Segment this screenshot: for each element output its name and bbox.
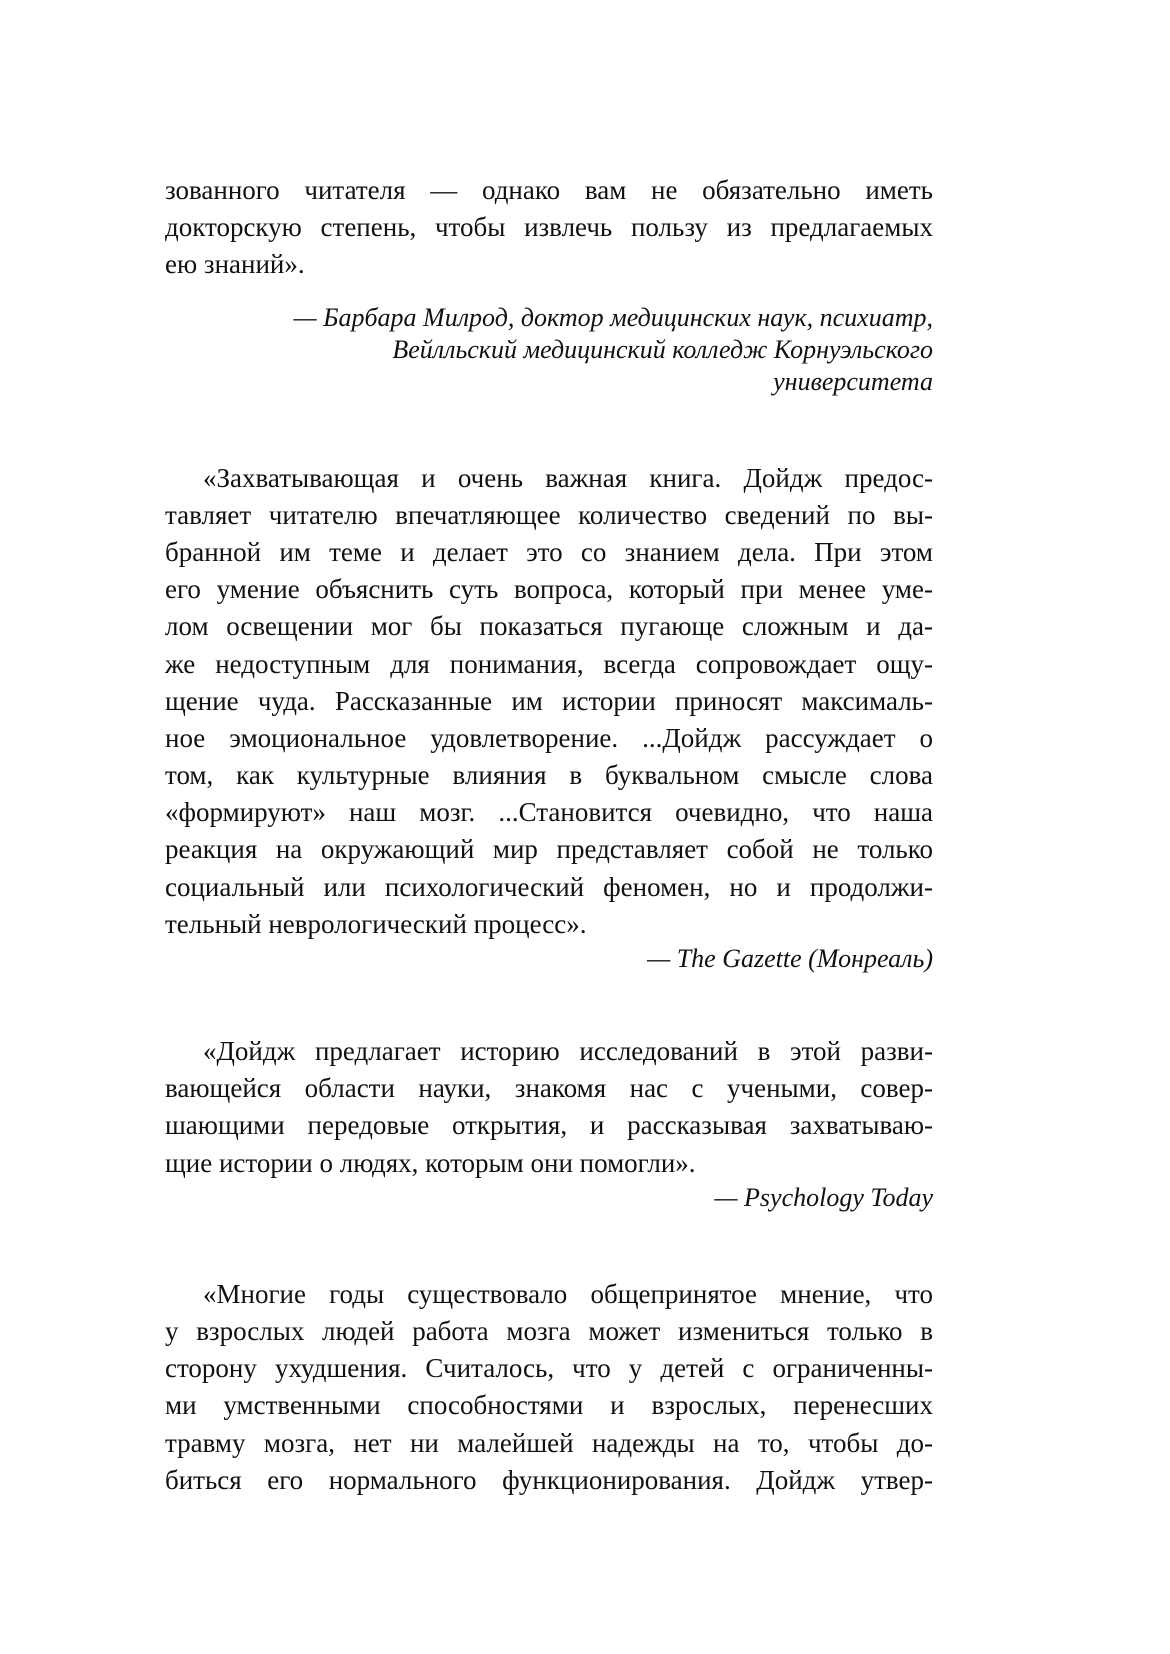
text-line: ное эмоциональное удовлетворение. ...Дойдж рассуждает о [165, 722, 933, 753]
text-line: же недоступным для понимания, всегда сопровождает ощу- [165, 648, 933, 679]
text-line: социальный или психологический феномен, но и продолжи- [165, 871, 933, 902]
text-line: докторскую степень, чтобы извлечь пользу из предлагаемых [165, 212, 933, 243]
text-line: у взрослых людей работа мозга может измениться только в [165, 1315, 933, 1346]
text-line: сторону ухудшения. Считалось, что у детей с ограниченны- [165, 1353, 933, 1384]
quote-gazette [165, 460, 933, 975]
text-line: ею знаний». [165, 249, 305, 280]
text-line: биться его нормального функционирования. Дойдж утвер- [165, 1464, 933, 1495]
text-line: тельный неврологический процесс». [165, 908, 587, 939]
text-line: щение чуда. Рассказанные им истории приносят максималь- [165, 685, 933, 716]
text-line: лом освещении мог бы показаться пугающе сложным и да- [165, 611, 933, 642]
text-line: ми умственными способностями и взрослых, перенесших [165, 1390, 933, 1421]
text-line: «формируют» наш мозг. ...Становится очевидно, что наша [165, 797, 933, 828]
text-line: его умение объяснить суть вопроса, который при менее уме- [165, 574, 933, 605]
text-line: тавляет читателю впечатляющее количество сведений по вы- [165, 499, 933, 530]
attribution-line: университета [773, 366, 933, 396]
quote-adult-brain [165, 1276, 933, 1499]
text-line: щие истории о людях, которым они помогли». [165, 1147, 696, 1178]
attribution-line: — Барбара Милрод, доктор медицинских наук, психиатр, [293, 302, 933, 332]
quote-milrod [165, 172, 933, 398]
text-line: «Захватывающая и очень важная книга. Дойдж предос- [203, 462, 933, 493]
book-page [165, 172, 933, 1499]
attribution-line: — Psychology Today [714, 1182, 933, 1212]
text-line: вающейся области науки, знакомя нас с учеными, совер- [165, 1073, 933, 1104]
text-line: шающими передовые открытия, и рассказывая захватываю- [165, 1110, 933, 1141]
attribution-line: Вейлльский медицинский колледж Корнуэльского [392, 334, 933, 364]
text-line: реакция на окружающий мир представляет собой не только [165, 834, 933, 865]
text-line: травму мозга, нет ни малейшей надежды на то, чтобы до- [165, 1427, 933, 1458]
attribution-line: — The Gazette (Монреаль) [647, 944, 933, 973]
text-line: «Многие годы существовало общепринятое мнение, что [203, 1278, 933, 1309]
text-line: зованного читателя — однако вам не обязательно иметь [165, 175, 933, 205]
quote-psychology-today [165, 1033, 933, 1214]
text-line: том, как культурные влияния в буквальном смысле слова [165, 760, 933, 791]
text-line: бранной им теме и делает это со знанием дела. При этом [165, 536, 933, 567]
text-line: «Дойдж предлагает историю исследований в этой разви- [203, 1036, 933, 1066]
